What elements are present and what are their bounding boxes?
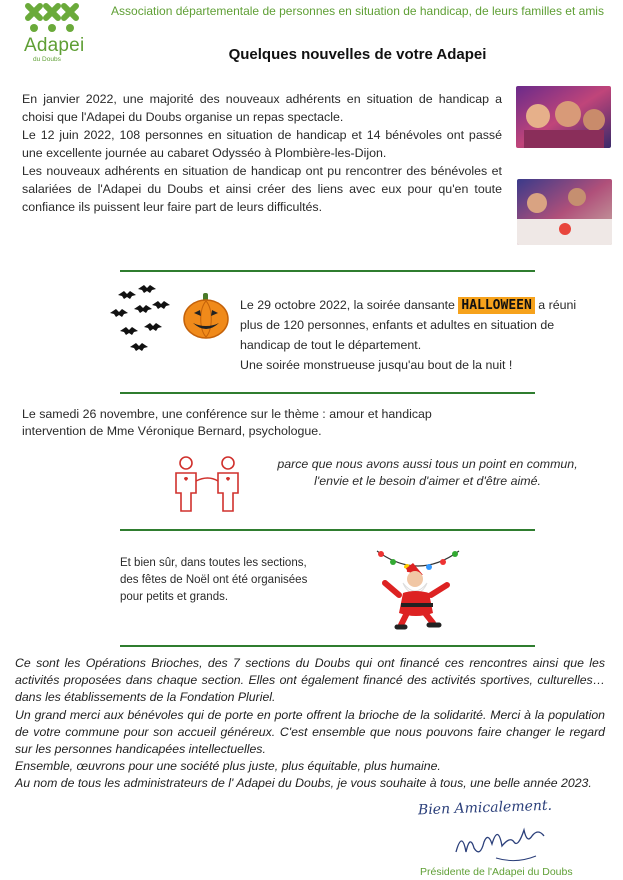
- adapei-logo-icon: [22, 2, 82, 38]
- intro-paragraph: Les nouveaux adhérents en situation de handicap ont pu rencontrer des bénévoles et salariées de l'Adapei du Doubs et ainsi créer des liens avec eux pour qu'en toute confiance ils puissent leur faire part de leurs difficultés.: [22, 164, 502, 214]
- noel-line: des fêtes de Noël ont été organisées: [120, 574, 308, 586]
- section-divider: [120, 392, 535, 394]
- halloween-badge: HALLOWEEN: [458, 297, 534, 314]
- page-title: Quelques nouvelles de votre Adapei: [228, 46, 487, 63]
- section-divider: [120, 270, 535, 272]
- signature-greeting: Bien Amicalement.: [417, 797, 553, 819]
- handwritten-signature: [452, 822, 562, 867]
- couple-heart-icon: [172, 455, 244, 513]
- party-photo: [516, 86, 611, 148]
- halloween-text: [240, 295, 595, 375]
- noel-line: Et bien sûr, dans toutes les sections,: [120, 557, 307, 569]
- association-line: Association départementale de personnes en situation de handicap, de leurs familles et amis: [111, 4, 604, 18]
- closing-paragraph: Au nom de tous les administrateurs de l' Adapei du Doubs, je vous souhaite à tous, une belle année 2023.: [15, 776, 592, 791]
- quote-line: parce que nous avons aussi tous un point en commun,: [277, 457, 578, 471]
- closing-text: [15, 655, 605, 793]
- conference-line: Le samedi 26 novembre, une conférence sur le thème : amour et handicap: [22, 407, 432, 421]
- signature-title: Présidente de l'Adapei du Doubs: [420, 866, 573, 878]
- pumpkin-icon: [181, 291, 231, 341]
- logo-subtitle: du Doubs: [33, 56, 61, 63]
- logo-name: Adapei: [24, 35, 85, 56]
- intro-paragraph: Le 12 juin 2022, 108 personnes en situation de handicap et 14 bénévoles ont passé une excellente journée au cabaret Odysséo à Plombière-les-Dijon.: [22, 128, 502, 160]
- halloween-before: Le 29 octobre 2022, la soirée dansante: [240, 298, 459, 312]
- closing-paragraph: Ensemble, œuvrons pour une société plus juste, plus équitable, plus humaine.: [15, 759, 441, 774]
- intro-paragraph: En janvier 2022, une majorité des nouveaux adhérents en situation de handicap a choisi que l'Adapei du Doubs organise un repas spectacle.: [22, 92, 502, 124]
- section-divider: [120, 529, 535, 531]
- quote-line: l'envie et le besoin d'aimer et d'être aimé.: [314, 474, 541, 488]
- conference-quote: [255, 456, 600, 490]
- conference-text: [22, 406, 612, 440]
- table-photo: [517, 179, 612, 245]
- santa-icon: [373, 545, 463, 633]
- conference-line: intervention de Mme Véronique Bernard, psychologue.: [22, 424, 322, 438]
- section-divider: [120, 645, 535, 647]
- noel-line: pour petits et grands.: [120, 591, 229, 603]
- noel-text: [120, 555, 365, 606]
- intro-text: [22, 90, 502, 216]
- closing-paragraph: Un grand merci aux bénévoles qui de porte en porte offrent la brioche de la solidarité. Merci à la population de votre commune pour son accueil généreux. C'est ensemble que nous pouvons faire changer le regard sur les personnes handicapées intellectuelles.: [15, 707, 605, 757]
- halloween-after: a réuni plus de 120 personnes, enfants et adultes en situation de handicap de tout le département.: [240, 298, 577, 352]
- bats-icon: [108, 283, 173, 358]
- closing-paragraph: Ce sont les Opérations Brioches, des 7 sections du Doubs qui ont financé ces rencontres ainsi que les activités proposées dans chaque section. Elles ont également financé des activités sportives, culturelles…dans les établissements de la Fondation Pluriel.: [15, 656, 605, 705]
- halloween-line2: Une soirée monstrueuse jusqu'au bout de la nuit !: [240, 358, 513, 372]
